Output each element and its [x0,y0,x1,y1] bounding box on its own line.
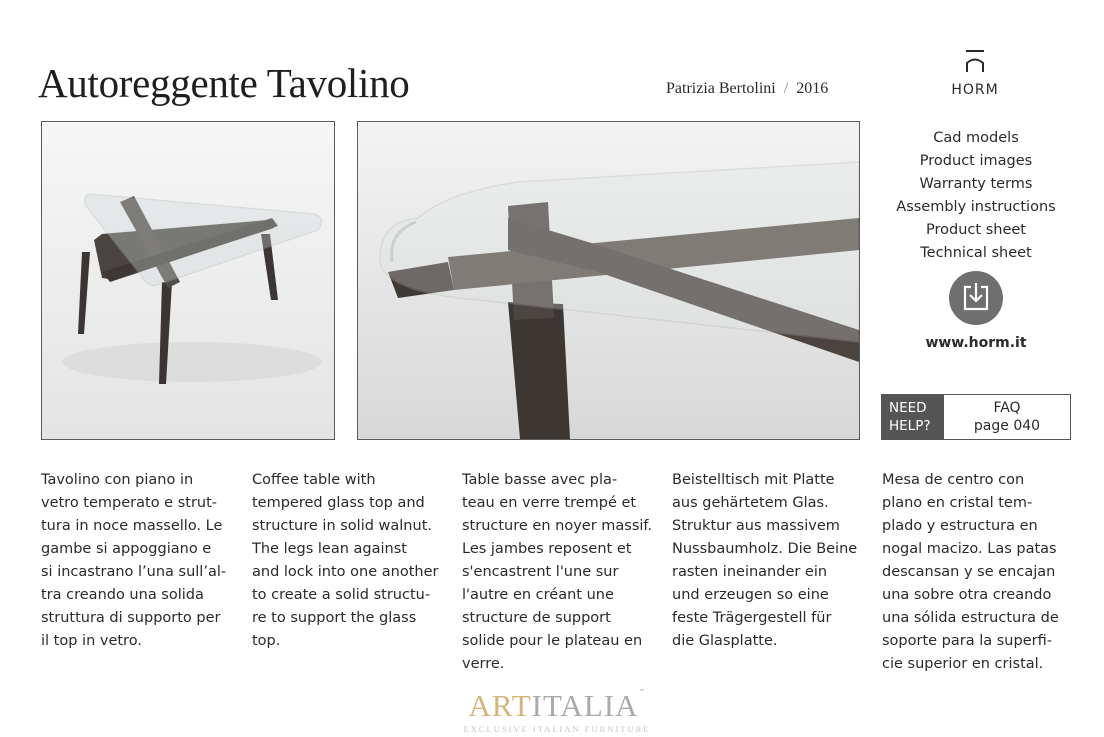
design-year: 2016 [796,80,829,97]
description-english [252,469,452,653]
description-spanish [882,469,1082,676]
description-line: feste Trägergestell für [672,610,832,626]
description-italian [41,469,241,653]
description-line: aus gehärtetem Glas. [672,495,829,511]
description-line: und erzeugen so eine [672,587,829,603]
product-photo-full [41,121,335,440]
description-line: verre. [462,656,505,672]
help-box[interactable] [881,394,1071,440]
footer-tagline: EXCLUSIVE ITALIAN FURNITURE [463,724,651,734]
horm-logo-icon [950,48,1000,82]
link-cad-models[interactable]: Cad models [933,130,1019,146]
website-link[interactable]: www.horm.it [925,335,1027,351]
description-line: Tavolino con piano in [41,472,194,488]
description-line: solide pour le plateau en [462,633,643,649]
need-help-line1: NEED [889,400,927,416]
faq-page: page 040 [973,418,1041,434]
description-line: structure en noyer massif. [462,518,653,534]
description-line: re to support the glass [252,610,417,626]
description-line: una sólida estructura de [882,610,1059,626]
product-title: Autoreggente Tavolino [38,60,410,106]
logo-trademark: ™ [638,688,646,696]
description-french [462,469,662,676]
description-german [672,469,872,653]
link-product-sheet[interactable]: Product sheet [926,222,1026,238]
description-line: si incastrano l’una sull’al- [41,564,227,580]
description-line: soporte para la superfi- [882,633,1052,649]
brand-name: HORM [951,82,999,98]
description-line: gambe si appoggiano e [41,541,212,557]
description-line: structure in solid walnut. [252,518,432,534]
download-links [880,127,1072,265]
designer-credit [666,80,828,98]
need-help-label [882,395,944,439]
description-line: struttura di supporto per [41,610,221,626]
description-line: Beistelltisch mit Platte [672,472,835,488]
description-line: descansan y se encajan [882,564,1056,580]
artitalia-logo [452,688,662,724]
download-button[interactable] [949,271,1003,325]
link-assembly-instructions[interactable]: Assembly instructions [896,199,1056,215]
link-product-images[interactable]: Product images [919,153,1033,169]
description-line: tra creando una solida [41,587,204,603]
description-line: vetro temperato e strut- [41,495,218,511]
description-line: tura in noce massello. Le [41,518,223,534]
description-line: Mesa de centro con [882,472,1025,488]
description-line: top. [252,633,281,649]
description-line: s'encastrent l'une sur [462,564,619,580]
description-line: rasten ineinander ein [672,564,828,580]
description-line: una sobre otra creando [882,587,1052,603]
description-line: teau en verre trempé et [462,495,637,511]
description-line: die Glasplatte. [672,633,778,649]
description-line: il top in vetro. [41,633,142,649]
description-line: Nussbaumholz. Die Beine [672,541,858,557]
description-line: nogal macizo. Las patas [882,541,1057,557]
description-line: Les jambes reposent et [462,541,632,557]
description-line: plado y estructura en [882,518,1038,534]
description-line: tempered glass top and [252,495,425,511]
description-line: Struktur aus massivem [672,518,840,534]
description-line: and lock into one another [252,564,439,580]
need-help-line2: HELP? [889,418,931,434]
product-photo-detail-image [358,122,859,439]
product-photo-full-image [42,122,334,439]
description-line: The legs lean against [252,541,407,557]
description-line: plano en cristal tem- [882,495,1033,511]
description-line: Coffee table with [252,472,376,488]
description-line: to create a solid structu- [252,587,431,603]
link-technical-sheet[interactable]: Technical sheet [920,245,1032,261]
faq-reference[interactable] [944,395,1070,439]
description-line: structure de support [462,610,611,626]
faq-label: FAQ [993,400,1021,416]
logo-art: ART [468,688,532,723]
designer-name: Patrizia Bertolini [666,80,776,97]
product-photo-detail [357,121,860,440]
description-line: Table basse avec pla- [462,472,618,488]
description-line: l'autre en créant une [462,587,614,603]
designer-separator: / [783,80,789,97]
download-icon [949,271,1003,325]
logo-italia: ITALIA [531,688,639,723]
link-warranty-terms[interactable]: Warranty terms [919,176,1033,192]
description-line: cie superior en cristal. [882,656,1044,672]
